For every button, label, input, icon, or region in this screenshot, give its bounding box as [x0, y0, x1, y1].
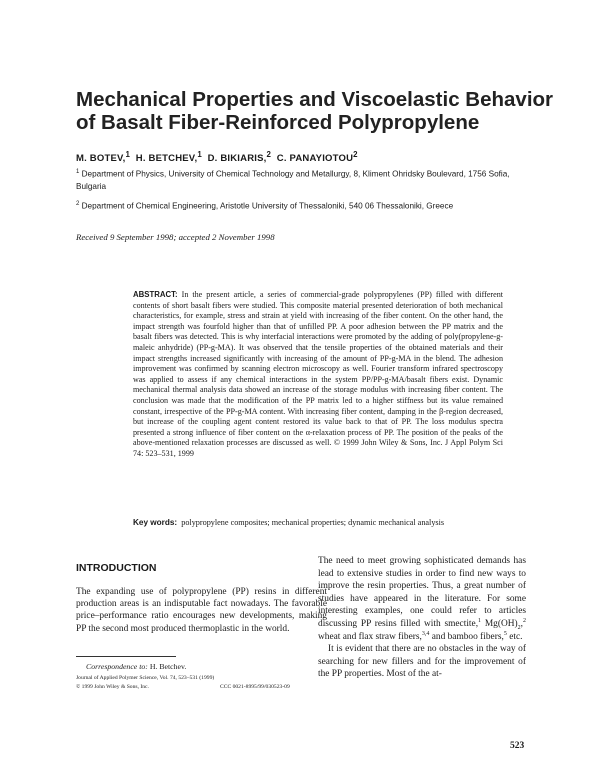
page-number: 523 [510, 741, 525, 751]
text-run: , [520, 618, 523, 629]
copyright-line: © 1999 John Wiley & Sons, Inc. [76, 684, 149, 690]
correspondence-note [86, 662, 186, 671]
correspondence-name: H. Betchev. [149, 662, 187, 671]
author-name: M. BOTEV, [76, 153, 126, 165]
journal-citation: Journal of Applied Polymer Science, Vol. 74, 523–531 (1999) [76, 675, 215, 681]
subscript: 2 [517, 624, 521, 631]
abstract-text: In the present article, a series of commercial-grade polypropylenes (PP) filled with different contents of short basalt fibers were studied. This composite material presented deterioration of both mechanical characteristics, for example, stress and strain at yield with increasing of the fiber content. On the other hand, the impact strength was fourfold higher than that of unfilled PP. A poor adhesion between the PP matrix and the basalt fibers was detected. This is why interfacial interactions were promoted by the adding of poly(propylene-g-maleic anhydride) (PP-g-MA). It was observed that the tensile properties of the obtained materials and their impact strengths increased significantly with increasing of the amount of PP-g-MA in the blend. The adhesion improvement was confirmed by scanning electron microscopy as well. Fourier transform infrared spectroscopy was applied to assess if any chemical interactions in the system PP/PP-g-MA/basalt fibers exist. Dynamic mechanical thermal analysis data showed an increase of the storage modulus with increasing fiber content. The conclusion was made that the modification of the PP matrix led to a higher stiffness but its value remained constant, irrespective of the PP-g-MA content. With increasing fiber content, damping in the β-region decreased, but increase of the coupling agent content restored its value back to that of PP. The loss modulus spectra presented a strong influence of fiber content on the α-relaxation process of PP. The position of the peaks of the above-mentioned relaxation processes are discussed as well. © 1999 John Wiley & Sons, Inc. J Appl Polym Sci 74: 523–531, 1999 [133, 290, 504, 458]
article-title: Mechanical Properties and Viscoelastic Behavior of Basalt Fiber-Reinforced Polypropylene [76, 88, 554, 134]
citation-mark: 3,4 [421, 630, 430, 637]
author-affiliation-mark: 1 [197, 150, 202, 159]
keywords [133, 517, 503, 528]
correspondence-label: Correspondence to: [86, 662, 148, 671]
paragraph [318, 555, 526, 643]
affiliation-text: Department of Chemical Engineering, Aristotle University of Thessaloniki, 540 06 Thessaloniki, Greece [81, 201, 454, 211]
intro-left-column: The expanding use of polypropylene (PP) resins in different production areas is an indisputable fact nowadays. The favorable price–performance ratio encourages new developments, making PP the second most produced thermoplastic in the world. [76, 587, 327, 634]
abstract-label: ABSTRACT: [133, 290, 178, 299]
affiliation-2 [76, 198, 536, 213]
author-affiliation-mark: 1 [125, 150, 131, 159]
author-list [76, 150, 358, 164]
text-run: The need to meet growing sophisticated demands has lead to extensive studies in order to find new ways to improve the resin properties. Thus, a great number of studies have appeared in the literature. For some interesting examples, one could refer to articles discussing PP resins filled with smectite, [318, 556, 526, 629]
text-run: and bamboo fibers, [429, 631, 504, 642]
text-run: Mg(OH) [481, 618, 518, 629]
section-heading-introduction: INTRODUCTION [76, 562, 157, 574]
affiliation-mark: 1 [76, 169, 80, 175]
affiliation-text: Department of Physics, University of Chemical Technology and Metallurgy, 8, Kliment Ohridsky Boulevard, 1756 Sofia, Bulgaria [76, 169, 510, 191]
author-name: H. BETCHEV, [135, 153, 198, 165]
affiliation-mark: 2 [76, 201, 80, 207]
ccc-code: CCC 0021-8995/99/030523-09 [220, 684, 290, 690]
citation-mark: 5 [503, 630, 507, 637]
intro-right-column [318, 555, 526, 681]
text-run: wheat and flax straw fibers, [318, 631, 422, 642]
paragraph: It is evident that there are no obstacles in the way of searching for new fillers and for the improvement of the PP properties. Most of the at- [318, 644, 526, 680]
received-dates: Received 9 September 1998; accepted 2 November 1998 [76, 232, 275, 242]
author-affiliation-mark: 2 [353, 150, 358, 159]
author-name: C. PANAYIOTOU [276, 153, 354, 165]
abstract [133, 290, 503, 460]
citation-mark: 2 [523, 617, 526, 624]
keywords-label: Key words: [133, 518, 178, 527]
text-run: etc. [506, 631, 523, 642]
affiliation-1 [76, 166, 536, 193]
footnote-divider [76, 656, 176, 657]
citation-mark: 1 [478, 617, 482, 624]
keywords-text: polypropylene composites; mechanical properties; dynamic mechanical analysis [181, 518, 445, 527]
author-affiliation-mark: 2 [266, 150, 272, 159]
author-name: D. BIKIARIS, [207, 153, 267, 165]
